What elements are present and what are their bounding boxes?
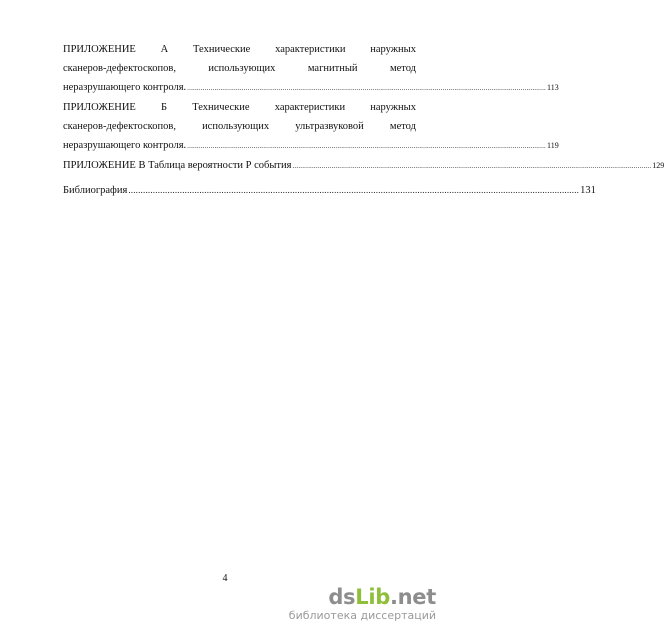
- toc-text: ПРИЛОЖЕНИЕ В Таблица вероятности Р события: [63, 160, 292, 171]
- watermark-logo: [276, 585, 436, 609]
- toc-line-with-page: [63, 78, 559, 97]
- toc-line-with-page: [63, 156, 664, 175]
- toc-line-with-page: [63, 181, 596, 200]
- toc-word: наружных: [370, 102, 416, 113]
- toc-line: [63, 59, 416, 78]
- toc-page-number: 113: [546, 83, 559, 92]
- toc-word: Технические: [193, 44, 251, 55]
- toc-word: использующих: [202, 121, 270, 132]
- toc-word: ультразвуковой: [295, 121, 364, 132]
- toc-entry-appendix-c[interactable]: [63, 156, 664, 175]
- toc-word: А: [160, 44, 169, 55]
- toc-word: метод: [389, 63, 416, 74]
- toc-line: [63, 117, 416, 136]
- toc-word: сканеров-дефектоскопов,: [63, 63, 176, 74]
- logo-part-lib: Lib: [355, 585, 390, 609]
- toc-text: неразрушающего контроля.: [63, 140, 187, 151]
- toc-line: [63, 98, 416, 117]
- table-of-contents-d: [63, 181, 596, 200]
- toc-word: Б: [161, 102, 168, 113]
- toc-entry-bibliography[interactable]: [63, 181, 596, 200]
- logo-part-net: .net: [389, 585, 436, 609]
- dot-leader: ........................................................................................................................................................................................: [187, 142, 546, 150]
- table-of-contents: [63, 40, 559, 97]
- toc-page-number: 119: [546, 141, 559, 150]
- toc-word: характеристики: [275, 44, 346, 55]
- toc-entry-appendix-b[interactable]: [63, 98, 559, 155]
- toc-line: [63, 40, 416, 59]
- toc-word: использующих: [208, 63, 276, 74]
- table-of-contents-c: [63, 156, 664, 175]
- toc-word: ПРИЛОЖЕНИЕ: [63, 44, 136, 55]
- page-number: 4: [222, 573, 228, 584]
- toc-line-with-page: [63, 136, 559, 155]
- toc-word: Технические: [192, 102, 250, 113]
- toc-entry-appendix-a[interactable]: [63, 40, 559, 97]
- toc-text: Библиография: [63, 185, 128, 196]
- toc-word: наружных: [370, 44, 416, 55]
- toc-word: метод: [389, 121, 416, 132]
- dot-leader: ........................................................................................................................................................................................: [187, 84, 546, 92]
- site-watermark[interactable]: [276, 585, 436, 623]
- table-of-contents-b: [63, 98, 559, 155]
- watermark-subtitle: библиотека диссертаций: [288, 609, 436, 622]
- logo-part-ds: ds: [328, 585, 356, 609]
- toc-word: ПРИЛОЖЕНИЕ: [63, 102, 136, 113]
- dot-leader: ........................................................................................................................................................................................: [128, 185, 580, 195]
- dot-leader: ........................................................................................................................................................................................: [292, 162, 652, 170]
- toc-page-number: 131: [580, 185, 596, 196]
- toc-word: характеристики: [274, 102, 346, 113]
- toc-page-number: 129: [652, 161, 664, 170]
- toc-word: сканеров-дефектоскопов,: [63, 121, 176, 132]
- toc-word: магнитный: [307, 63, 358, 74]
- toc-text: неразрушающего контроля.: [63, 82, 187, 93]
